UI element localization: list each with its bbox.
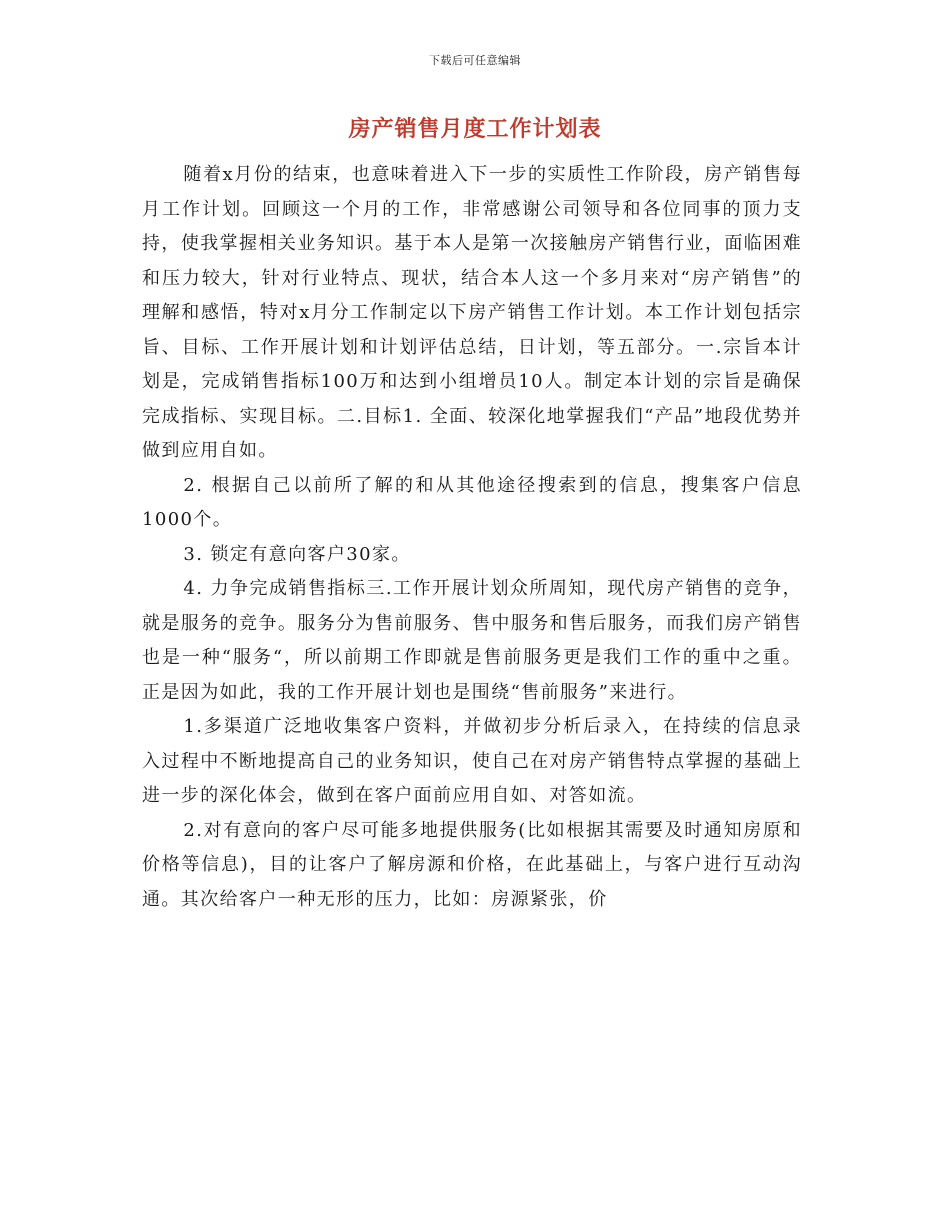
paragraph-plan-1: 1.多渠道广泛地收集客户资料，并做初步分析后录入，在持续的信息录入过程中不断地提高自己的业务知识，使自己在对房产销售特点掌握的基础上进一步的深化体会，做到在客户面前应用自如、对答如流。 [142,716,802,806]
paragraph-item-3: 3. 锁定有意向客户30家。 [183,543,411,565]
paragraph-intro: 随着x月份的结束，也意味着进入下一步的实质性工作阶段，房产销售每月工作计划。回顾这一个月的工作，非常感谢公司领导和各位同事的顶力支持，使我掌握相关业务知识。基于本人是第一次接触房产销售行业，面临困难和压力较大，针对行业特点、现状，结合本人这一个多月来对“房产销售”的理解和感悟，特对x月分工作制定以下房产销售工作计划。本工作计划包括宗旨、目标、工作开展计划和计划评估总结，日计划，等五部分。一.宗旨本计划是，完成销售指标100万和达到小组增员10人。制定本计划的宗旨是确保完成指标、实现目标。二.目标1. 全面、较深化地掌握我们“产品”地段优势并做到应用自如。 [142,164,802,461]
paragraph-item-4: 4. 力争完成销售指标三.工作开展计划众所周知，现代房产销售的竞争，就是服务的竞争。服务分为售前服务、售中服务和售后服务，而我们房产销售也是一种“服务“，所以前期工作即就是售前服务更是我们工作的重中之重。正是因为如此，我的工作开展计划也是围绕“售前服务”来进行。 [142,578,802,703]
header-note: 下载后可任意编辑 [429,54,521,67]
paragraph-item-2: 2. 根据自己以前所了解的和从其他途径搜索到的信息，搜集客户信息1000个。 [142,474,802,530]
document-body [142,158,802,917]
document-title: 房产销售月度工作计划表 [348,116,602,142]
paragraph-plan-2: 2.对有意向的客户尽可能多地提供服务(比如根据其需要及时通知房原和价格等信息)，目的让客户了解房源和价格，在此基础上，与客户进行互动沟通。其次给客户一种无形的压力，比如：房源紧张，价 [142,819,802,910]
